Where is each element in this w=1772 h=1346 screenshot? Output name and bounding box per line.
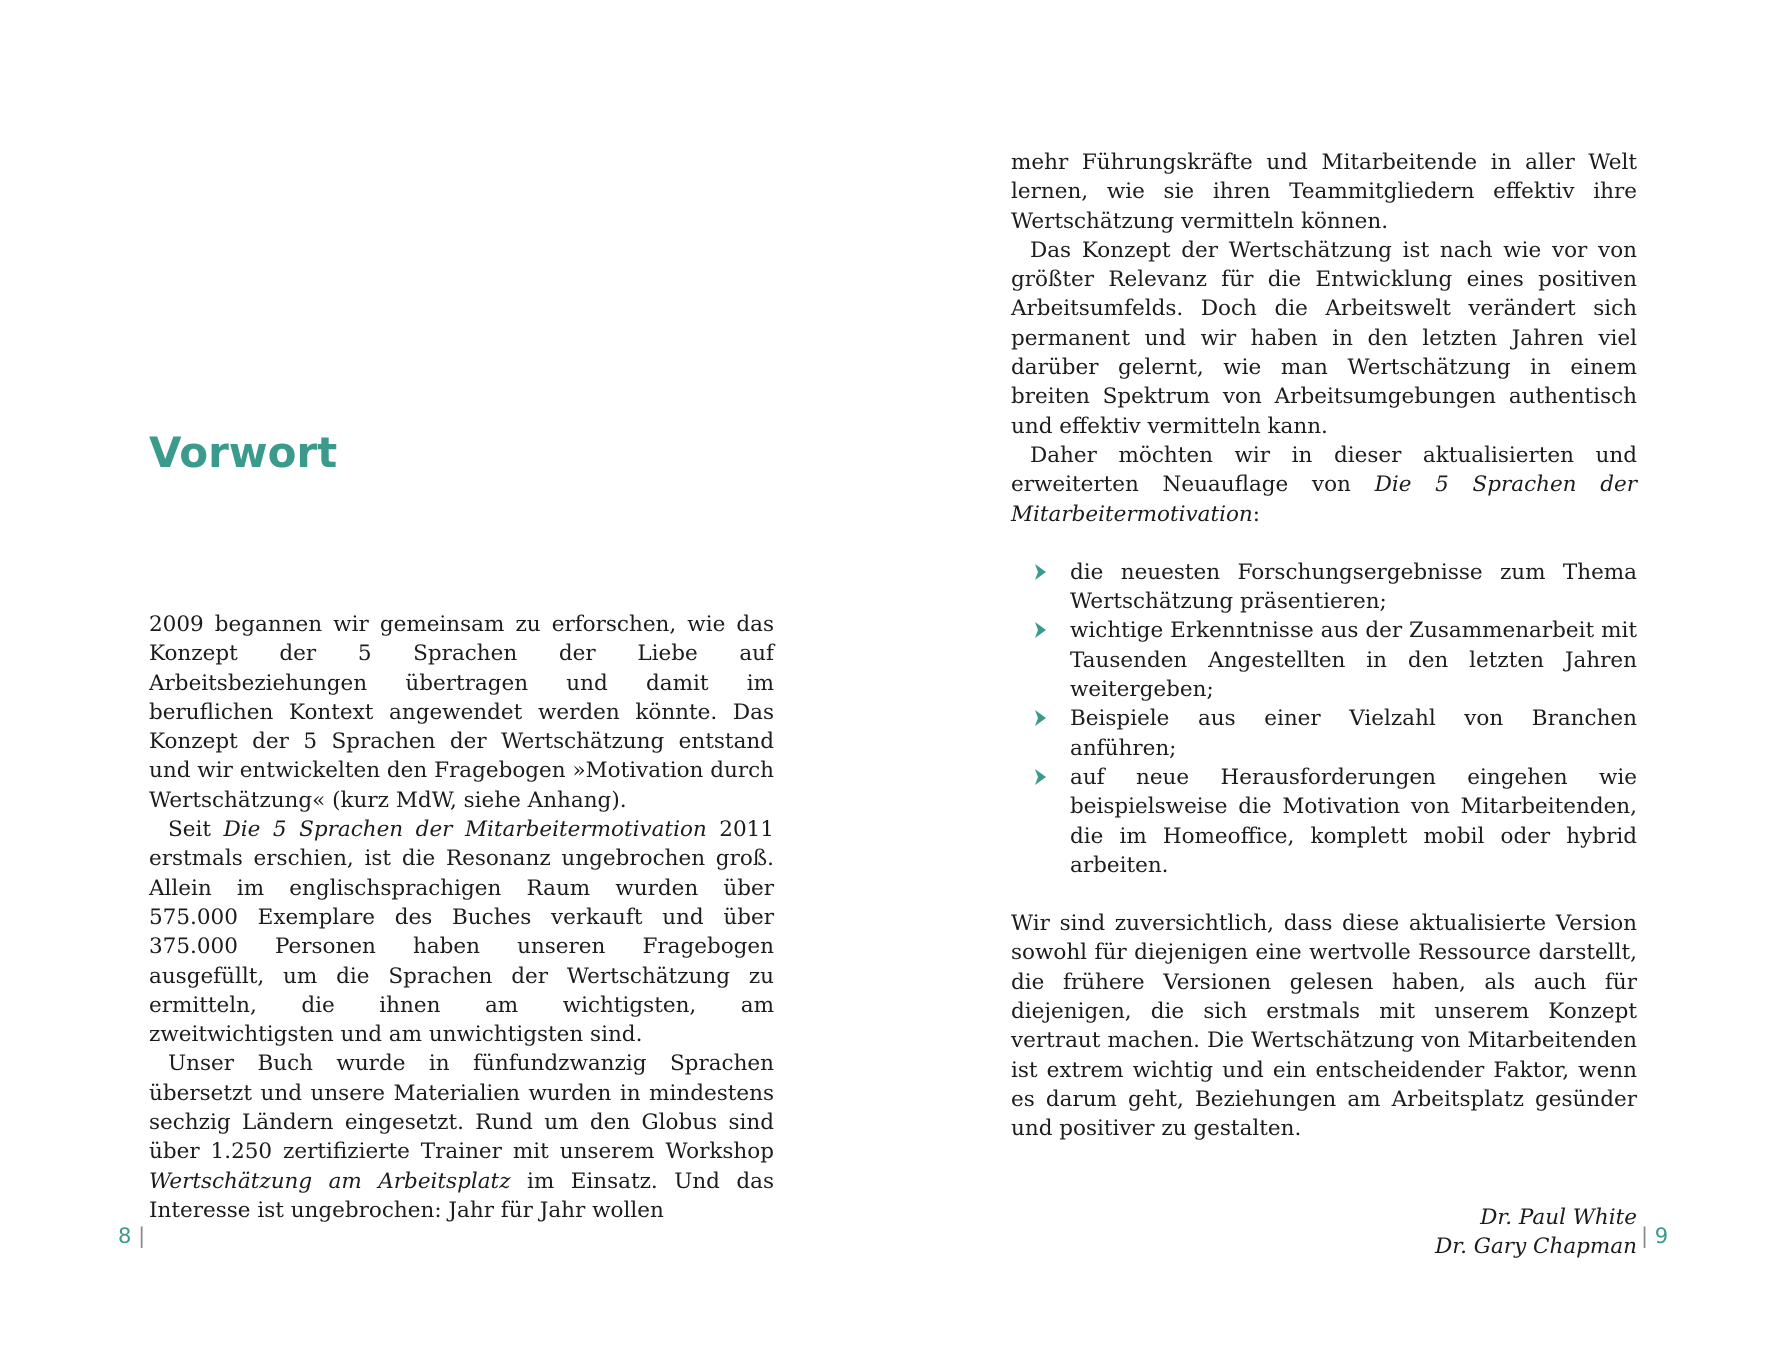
paragraph: Daher möchten wir in dieser aktualisierten und erweiterten Neuauflage von Die 5 Sprachen der Mitarbeitermotivation: <box>1011 442 1637 527</box>
list-item: Beispiele aus einer Vielzahl von Branchen anführen; <box>1011 704 1637 763</box>
author-signature: Dr. Gary Chapman <box>1434 1233 1637 1259</box>
chevron-right-icon <box>1033 708 1049 728</box>
paragraph: Unser Buch wurde in fünfundzwanzig Sprachen übersetzt und unsere Materialien wurden in mindestens sechzig Ländern eingesetzt. Rund um den Globus sind über 1.250 zertifizierte Trainer mit unserem Workshop Wertschätzung am Arbeitsplatz im Einsatz. Und das Interesse ist ungebrochen: Jahr für Jahr wollen <box>149 1051 775 1223</box>
list-item: die neuesten Forschungsergebnisse zum Thema Wertschätzung präsentieren; <box>1011 558 1637 617</box>
paragraph: mehr Führungskräfte und Mitarbeitende in aller Welt lernen, wie sie ihren Teammitgliedern effektiv ihre Wertschätzung vermitteln können. <box>1011 150 1637 234</box>
chevron-right-icon <box>1033 562 1049 582</box>
author-signature: Dr. Paul White <box>1480 1204 1637 1230</box>
closing-paragraph: Wir sind zuversichtlich, dass diese aktualisierte Version sowohl für diejenigen eine wertvolle Ressource darstellt, die frühere Versionen gelesen haben, als auch für diejenigen, die sich erstmals mit unserem Konzept vertraut machen. Die Wertschätzung von Mitarbeitenden ist extrem wichtig und ein entscheidender Faktor, wenn es darum geht, Beziehungen am Arbeitsplatz gesünder und positiver zu gestalten. <box>1011 911 1637 1142</box>
chevron-right-icon <box>1033 620 1049 640</box>
list-item: wichtige Erkenntnisse aus der Zusammenarbeit mit Tausenden Angestellten in den letzten Jahren weitergeben; <box>1011 616 1637 704</box>
paragraph: Seit Die 5 Sprachen der Mitarbeitermotivation 2011 erstmals erschien, ist die Resonanz ungebrochen groß. Allein im englischsprachigen Raum wurden über 575.000 Exemplare des Buches verkauft und über 375.000 Personen haben unseren Fragebogen ausgefüllt, um die Sprachen der Wertschätzung zu ermitteln, die ihnen am wichtigsten, am zweitwichtigsten und am unwichtigsten sind. <box>149 817 774 1048</box>
left-text-column <box>149 610 774 1225</box>
chapter-title: Vorwort <box>149 428 338 477</box>
page-number-left: 8 | <box>118 1224 146 1248</box>
chevron-right-icon <box>1033 767 1049 787</box>
bullet-list <box>1011 558 1637 880</box>
workshop-title-italic: Wertschätzung am Arbeitsplatz <box>149 1168 511 1194</box>
paragraph: Das Konzept der Wertschätzung ist nach wie vor von größter Relevanz für die Entwicklung eines positiven Arbeitsumfelds. Doch die Arbeitswelt verändert sich permanent und wir haben in den letzten Jahren viel darüber gelernt, wie man Wertschätzung in einem breiten Spektrum von Arbeitsumgebungen authentisch und effektiv vermitteln kann. <box>1011 237 1637 439</box>
signature-block <box>1011 1203 1637 1262</box>
list-item: auf neue Herausforderungen eingehen wie beispielsweise die Motivation von Mitarbeitenden, die im Homeoffice, komplett mobil oder hybrid arbeiten. <box>1011 763 1637 880</box>
book-title-italic: Die 5 Sprachen der Mitarbeitermotivation <box>223 817 707 843</box>
right-text-column <box>1011 148 1637 1261</box>
page-number-right: | 9 <box>1641 1224 1669 1248</box>
book-title-italic: Die 5 Sprachen der Mitarbeitermotivation <box>1011 472 1637 527</box>
paragraph: 2009 begannen wir gemeinsam zu erforschen, wie das Konzept der 5 Sprachen der Liebe auf Arbeitsbeziehungen übertragen und damit im beruflichen Kontext angewendet werden könnte. Das Konzept der 5 Sprachen der Wertschätzung entstand und wir entwickelten den Fragebogen »Motivation durch Wertschätzung« (kurz MdW, siehe Anhang). <box>149 612 774 813</box>
